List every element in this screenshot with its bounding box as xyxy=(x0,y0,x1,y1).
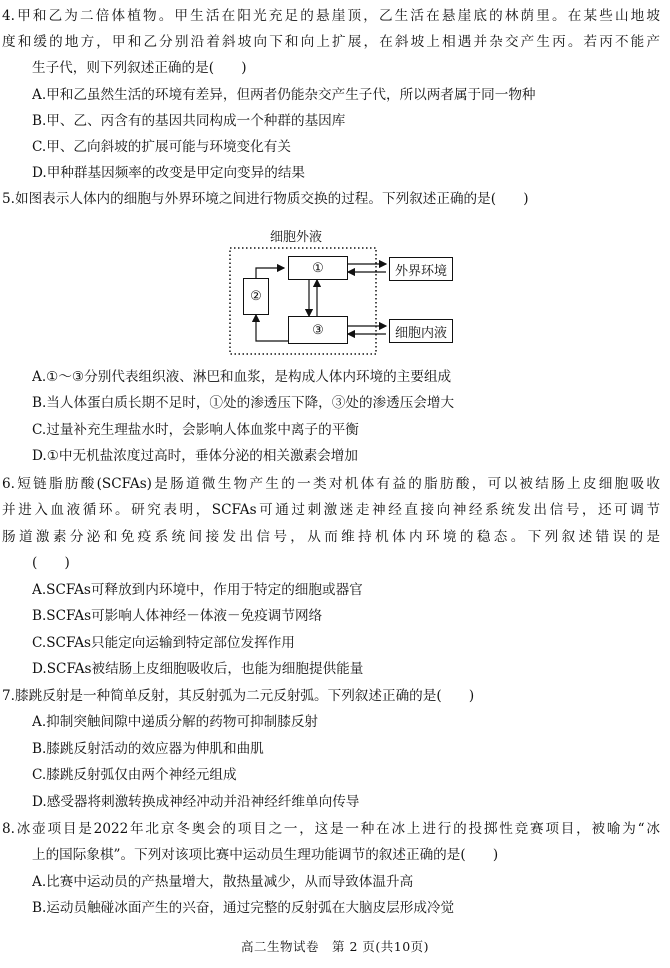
q6-option-b: B.SCFAs可影响人体神经－体液－免疫调节网络 xyxy=(32,608,323,624)
box-3: ③ xyxy=(288,316,348,344)
q6-stem-line-1: 6.短链脂肪酸(SCFAs)是肠道微生物产生的一类对机体有益的脂肪酸，可以被结肠上皮细胞吸收 xyxy=(2,476,660,492)
q6-option-c: C.SCFAs只能定向运输到特定部位发挥作用 xyxy=(32,635,295,651)
outside-environment-box: 外界环境 xyxy=(389,257,453,281)
q6-stem-line-4: ( ) xyxy=(32,555,70,571)
q6-option-a: A.SCFAs可释放到内环境中，作用于特定的细胞或器官 xyxy=(32,582,363,598)
q7-stem: 7.膝跳反射是一种简单反射，其反射弧为二元反射弧。下列叙述正确的是( ) xyxy=(2,688,475,704)
arrow-3-to-2 xyxy=(256,315,288,341)
q7-option-d: D.感受器将刺激转换成神经冲动并沿神经纤维单向传导 xyxy=(32,794,360,810)
extracellular-fluid-label: 细胞外液 xyxy=(270,230,323,245)
q4-option-d: D.甲种群基因频率的改变是甲定向变异的结果 xyxy=(32,165,306,181)
arrow-2-to-1 xyxy=(256,268,284,278)
page-footer: 高二生物试卷 第 2 页(共10页) xyxy=(240,939,430,954)
q7-option-a: A.抑制突触间隙中递质分解的药物可抑制膝反射 xyxy=(32,714,319,730)
q6-stem-line-2: 并进入血液循环。研究表明，SCFAs可通过刺激迷走神经直接向神经系统发出信号，还可调节 xyxy=(2,502,660,518)
q4-option-a: A.甲和乙虽然生活的环境有差异，但两者仍能杂交产生子代，所以两者属于同一物种 xyxy=(32,87,536,103)
body-fluid-diagram xyxy=(226,230,470,356)
q4-stem-line-1: 4.甲和乙为二倍体植物。甲生活在阳光充足的悬崖顶，乙生活在悬崖底的林荫里。在某些山地坡 xyxy=(2,8,660,24)
q7-option-c: C.膝跳反射弧仅由两个神经元组成 xyxy=(32,767,237,783)
q5-option-b: B.当人体蛋白质长期不足时，①处的渗透压下降，③处的渗透压会增大 xyxy=(32,395,455,411)
q5-option-a: A.①～③分别代表组织液、淋巴和血浆，是构成人体内环境的主要组成 xyxy=(32,369,452,385)
q7-option-b: B.膝跳反射活动的效应器为伸肌和曲肌 xyxy=(32,741,264,757)
q5-option-d: D.①中无机盐浓度过高时，垂体分泌的相关激素会增加 xyxy=(32,448,358,464)
q8-stem-line-2: 上的国际象棋”。下列对该项比赛中运动员生理功能调节的叙述正确的是( ) xyxy=(32,847,499,863)
q8-option-a: A.比赛中运动员的产热量增大，散热量减少，从而导致体温升高 xyxy=(32,874,414,890)
box-2: ② xyxy=(243,278,269,315)
q6-stem-line-3: 肠道激素分泌和免疫系统间接发出信号，从而维持机体内环境的稳态。下列叙述错误的是 xyxy=(2,529,660,545)
q4-stem-line-3: 生子代，则下列叙述正确的是( ) xyxy=(32,60,247,76)
box-1: ① xyxy=(288,256,348,280)
q4-option-b: B.甲、乙、丙含有的基因共同构成一个种群的基因库 xyxy=(32,113,346,129)
q8-stem-line-1: 8.冰壶项目是2022年北京冬奥会的项目之一，这是一种在冰上进行的投掷性竞赛项目，被喻为“冰 xyxy=(2,821,660,837)
intracellular-fluid-box: 细胞内液 xyxy=(389,319,453,343)
q4-stem-line-2: 度和缓的地方，甲和乙分别沿着斜坡向下和向上扩展，在斜坡上相遇并杂交产生丙。若丙不能产 xyxy=(2,34,660,50)
q6-option-d: D.SCFAs被结肠上皮细胞吸收后，也能为细胞提供能量 xyxy=(32,661,364,677)
q4-option-c: C.甲、乙向斜坡的扩展可能与环境变化有关 xyxy=(32,139,291,155)
q5-option-c: C.过量补充生理盐水时，会影响人体血浆中离子的平衡 xyxy=(32,422,359,438)
q8-option-b: B.运动员触碰冰面产生的兴奋，通过完整的反射弧在大脑皮层形成冷觉 xyxy=(32,900,455,916)
q5-stem: 5.如图表示人体内的细胞与外界环境之间进行物质交换的过程。下列叙述正确的是( ) xyxy=(2,191,529,207)
